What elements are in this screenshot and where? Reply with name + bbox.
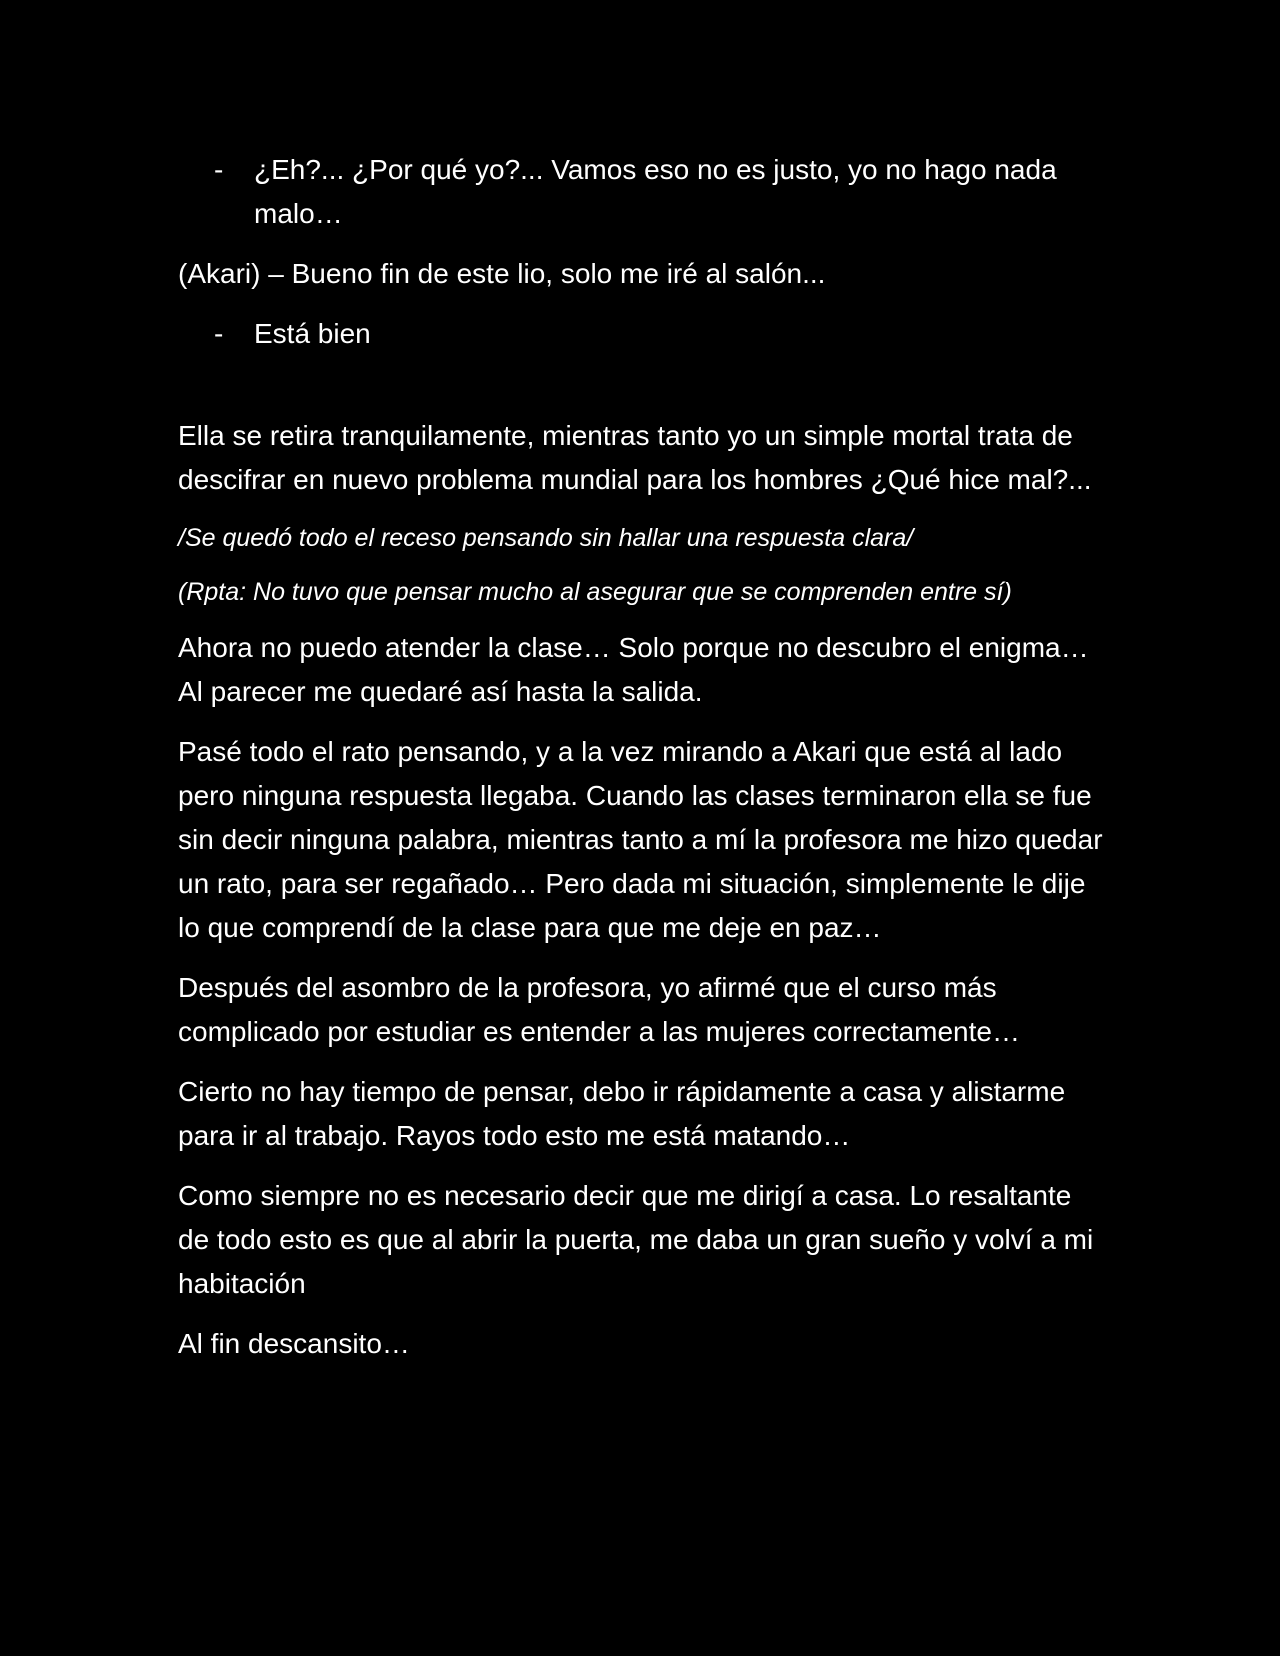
italic-note-2: (Rpta: No tuvo que pensar mucho al asegurar que se comprenden entre sí) (178, 578, 1012, 606)
paragraph-5: Cierto no hay tiempo de pensar, debo ir rápidamente a casa y alistarme para ir al trabajo. Rayos todo esto me está matando… (178, 1076, 1066, 1151)
paragraph-4: Después del asombro de la profesora, yo afirmé que el curso más complicado por estudiar es entender a las mujeres correctamente… (178, 972, 1020, 1047)
paragraph-6: Como siempre no es necesario decir que me dirigí a casa. Lo resaltante de todo esto es que al abrir la puerta, me daba un gran sueño y volví a mi habitación (178, 1180, 1094, 1299)
dialogue-bullet-2 (178, 312, 1108, 356)
dialogue-bullet-1 (178, 148, 1108, 236)
document-page (178, 148, 1108, 1382)
dialogue-text: Está bien (254, 318, 371, 349)
paragraph-2: Ahora no puedo atender la clase… Solo porque no descubro el enigma… Al parecer me quedaré así hasta la salida. (178, 632, 1089, 707)
italic-note-1: /Se quedó todo el receso pensando sin hallar una respuesta clara/ (178, 524, 914, 552)
bullet-dash: - (214, 318, 224, 349)
bullet-dash: - (214, 154, 224, 185)
dialogue-line-akari: (Akari) – Bueno fin de este lio, solo me iré al salón... (178, 258, 826, 289)
paragraph-1: Ella se retira tranquilamente, mientras tanto yo un simple mortal trata de descifrar en nuevo problema mundial para los hombres ¿Qué hice mal?... (178, 420, 1092, 495)
paragraph-7: Al fin descansito… (178, 1328, 410, 1359)
dialogue-text: ¿Eh?... ¿Por qué yo?... Vamos eso no es justo, yo no hago nada malo… (254, 154, 1057, 229)
paragraph-3: Pasé todo el rato pensando, y a la vez mirando a Akari que está al lado pero ninguna respuesta llegaba. Cuando las clases terminaron ella se fue sin decir ninguna palabra, mientras tanto a mí la profesora me hizo quedar un rato, para ser regañado… Pero dada mi situación, simplemente le dije lo que comprendí de la clase para que me deje en paz… (178, 736, 1103, 943)
